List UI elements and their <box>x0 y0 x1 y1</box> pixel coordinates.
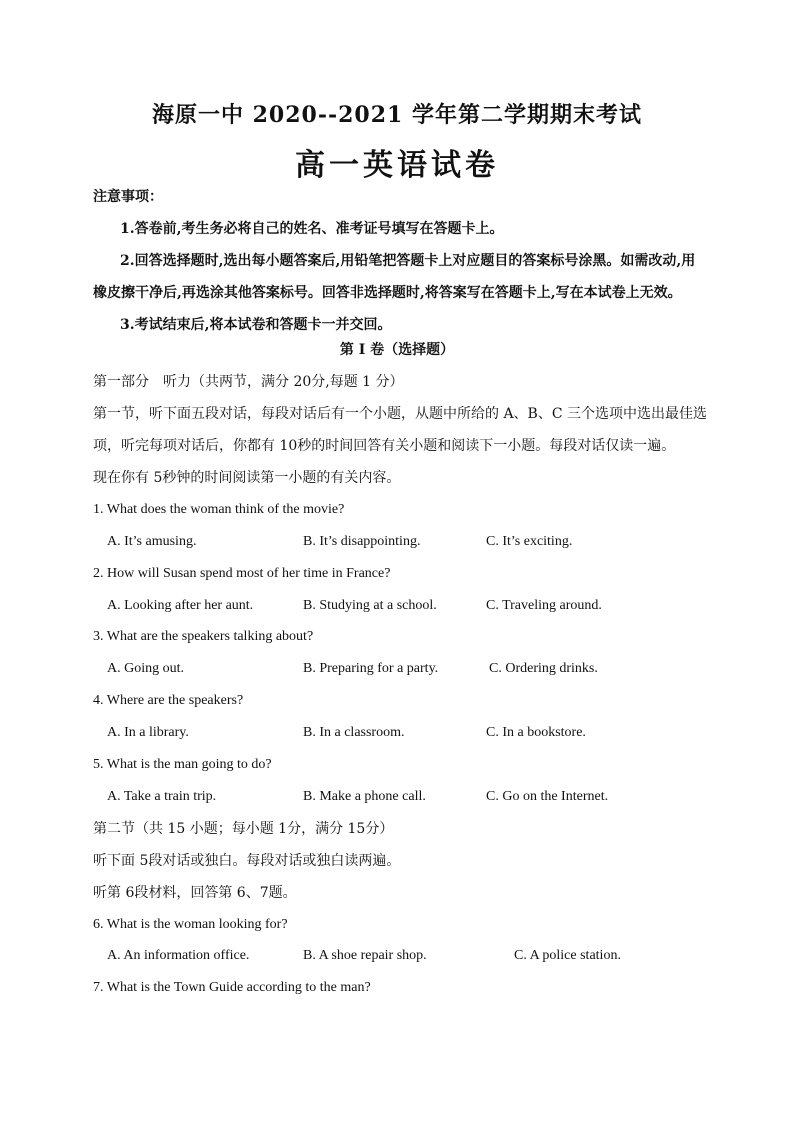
notes-heading: 注意事项： <box>93 189 163 205</box>
part1-heading: 第一部分 听力（共两节，满分 20分,每题 1 分） <box>93 374 404 390</box>
section1-instruction-line-1: 第一节，听下面五段对话，每段对话后有一个小题，从题中所给的 A、B、C 三个选项中选出最佳选 <box>93 406 708 422</box>
question-3-option-b: B. Preparing for a party. <box>303 661 439 676</box>
exam-title: 海原一中 2020--2021 学年第二学期期末考试 <box>151 102 643 128</box>
question-5-option-b: B. Make a phone call. <box>303 789 426 804</box>
exam-subtitle: 高一英语试卷 <box>295 148 499 183</box>
question-2: 2. How will Susan spend most of her time in France? <box>93 566 391 581</box>
question-5-option-a: A. Take a train trip. <box>107 789 217 804</box>
question-4-option-c: C. In a bookstore. <box>486 725 586 740</box>
question-3-option-a: A. Going out. <box>107 661 184 676</box>
question-1-option-c: C. It’s exciting. <box>486 534 573 549</box>
note-item-2-line-1: 2.回答选择题时,选出每小题答案后,用铅笔把答题卡上对应题目的答案标号涂黑。如需改动,用 <box>120 253 696 269</box>
question-7: 7. What is the Town Guide according to the man? <box>93 980 371 995</box>
question-2-option-b: B. Studying at a school. <box>303 598 437 613</box>
question-5: 5. What is the man going to do? <box>93 757 272 772</box>
question-4-option-b: B. In a classroom. <box>303 725 405 740</box>
question-3-option-c: C. Ordering drinks. <box>489 661 598 676</box>
question-4: 4. Where are the speakers? <box>93 693 244 708</box>
question-3: 3. What are the speakers talking about? <box>93 629 314 644</box>
volume-title: 第 I 卷（选择题） <box>339 342 455 358</box>
question-4-option-a: A. In a library. <box>107 725 189 740</box>
section2-heading: 第二节（共 15 小题；每小题 1分，满分 15分） <box>93 821 394 837</box>
section2-instruction: 听下面 5段对话或独白。每段对话或独白读两遍。 <box>93 853 401 869</box>
note-item-2-line-2: 橡皮擦干净后,再选涂其他答案标号。回答非选择题时,将答案写在答题卡上,写在本试卷上无效。 <box>93 285 682 301</box>
question-6-option-c: C. A police station. <box>514 948 621 963</box>
section1-instruction-line-2: 项，听完每项对话后，你都有 10秒的时间回答有关小题和阅读下一小题。每段对话仅读一遍。 <box>93 438 676 454</box>
question-2-option-c: C. Traveling around. <box>486 598 602 613</box>
question-1: 1. What does the woman think of the movie? <box>93 502 345 517</box>
question-6-option-b: B. A shoe repair shop. <box>303 948 427 963</box>
question-1-option-b: B. It’s disappointing. <box>303 534 421 549</box>
section1-instruction-line-3: 现在你有 5秒钟的时间阅读第一小题的有关内容。 <box>93 470 401 486</box>
section2-material-instruction: 听第 6段材料，回答第 6、7题。 <box>93 885 297 901</box>
question-2-option-a: A. Looking after her aunt. <box>107 598 254 613</box>
note-item-3: 3.考试结束后,将本试卷和答题卡一并交回。 <box>120 317 392 333</box>
question-6-option-a: A. An information office. <box>107 948 250 963</box>
question-1-option-a: A. It’s amusing. <box>107 534 197 549</box>
question-6: 6. What is the woman looking for? <box>93 917 288 932</box>
question-5-option-c: C. Go on the Internet. <box>486 789 609 804</box>
note-item-1: 1.答卷前,考生务必将自己的姓名、准考证号填写在答题卡上。 <box>120 221 504 237</box>
